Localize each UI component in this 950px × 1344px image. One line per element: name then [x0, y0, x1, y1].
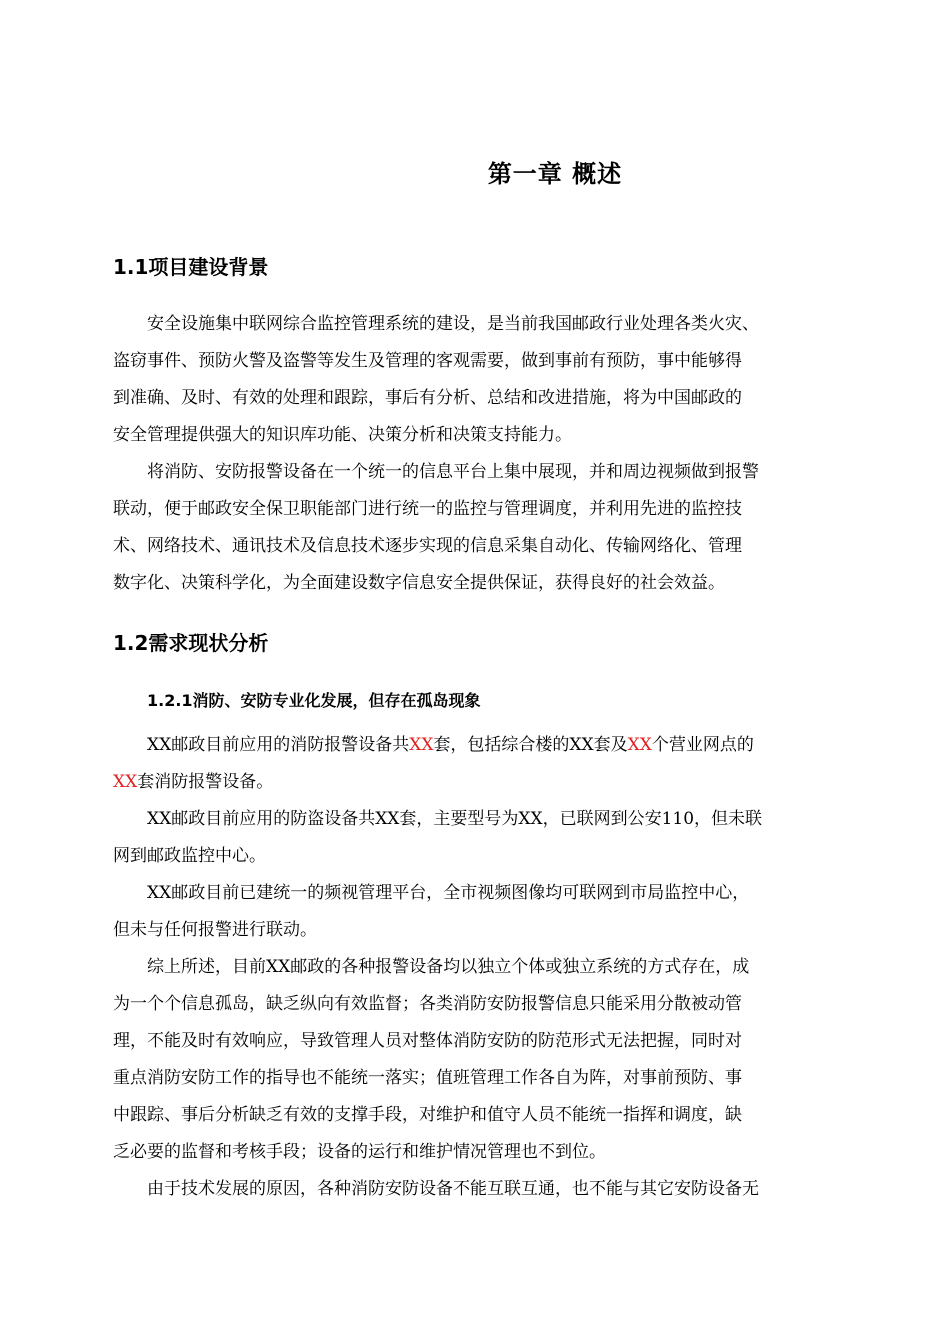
paragraph-line: 但未与任何报警进行联动。 — [113, 920, 317, 940]
text-run: 套，包括综合楼的XX套及 — [433, 735, 628, 755]
section-1-1-body — [113, 306, 840, 602]
paragraph-line — [113, 764, 840, 801]
highlighted-placeholder: XX — [409, 735, 434, 755]
paragraph-line: XX邮政目前已建统一的频视管理平台，全市视频图像均可联网到市局监控中心， — [147, 883, 750, 903]
subsection-heading-1-2-1: 1.2.1消防、安防专业化发展，但存在孤岛现象 — [147, 691, 481, 710]
paragraph-line: 网到邮政监控中心。 — [113, 846, 266, 866]
text-run: XX邮政目前应用的消防报警设备共 — [147, 735, 410, 755]
section-heading-1-2: 1.2需求现状分析 — [113, 631, 269, 655]
paragraph-line: 重点消防安防工作的指导也不能统一落实；值班管理工作各自为阵，对事前预防、事 — [113, 1068, 742, 1088]
paragraph-line — [113, 727, 840, 764]
section-1-2-1-body — [113, 727, 840, 1208]
paragraph-line: XX邮政目前应用的防盗设备共XX套，主要型号为XX，已联网到公安110，但未联 — [147, 809, 763, 829]
paragraph-line: 联动，便于邮政安全保卫职能部门进行统一的监控与管理调度，并利用先进的监控技 — [113, 499, 742, 519]
paragraph-line: 综上所述，目前XX邮政的各种报警设备均以独立个体或独立系统的方式存在，成 — [147, 957, 750, 977]
paragraph-line: 安全管理提供强大的知识库功能、决策分析和决策支持能力。 — [113, 425, 572, 445]
paragraph-line: 安全设施集中联网综合监控管理系统的建设，是当前我国邮政行业处理各类火灾、 — [147, 314, 759, 334]
paragraph-line: 中跟踪、事后分析缺乏有效的支撑手段，对维护和值守人员不能统一指挥和调度，缺 — [113, 1105, 742, 1125]
paragraph-line: 将消防、安防报警设备在一个统一的信息平台上集中展现，并和周边视频做到报警 — [147, 462, 759, 482]
paragraph-line: 由于技术发展的原因，各种消防安防设备不能互联互通，也不能与其它安防设备无 — [147, 1179, 759, 1199]
chapter-title: 第一章 概述 — [487, 160, 623, 188]
highlighted-placeholder: XX — [627, 735, 652, 755]
paragraph-line: 到准确、及时、有效的处理和跟踪，事后有分析、总结和改进措施，将为中国邮政的 — [113, 388, 742, 408]
section-heading-1-1: 1.1项目建设背景 — [113, 255, 269, 279]
paragraph-line: 术、网络技术、通讯技术及信息技术逐步实现的信息采集自动化、传输网络化、管理 — [113, 536, 742, 556]
paragraph-line: 乏必要的监督和考核手段；设备的运行和维护情况管理也不到位。 — [113, 1142, 606, 1162]
highlighted-placeholder: XX — [113, 772, 138, 792]
paragraph-line: 理，不能及时有效响应，导致管理人员对整体消防安防的防范形式无法把握，同时对 — [113, 1031, 742, 1051]
text-run: 套消防报警设备。 — [137, 772, 274, 792]
paragraph-line: 数字化、决策科学化，为全面建设数字信息安全提供保证，获得良好的社会效益。 — [113, 573, 725, 593]
paragraph-line: 盗窃事件、预防火警及盗警等发生及管理的客观需要，做到事前有预防，事中能够得 — [113, 351, 742, 371]
paragraph-line: 为一个个信息孤岛，缺乏纵向有效监督；各类消防安防报警信息只能采用分散被动管 — [113, 994, 742, 1014]
text-run: 个营业网点的 — [651, 735, 754, 755]
